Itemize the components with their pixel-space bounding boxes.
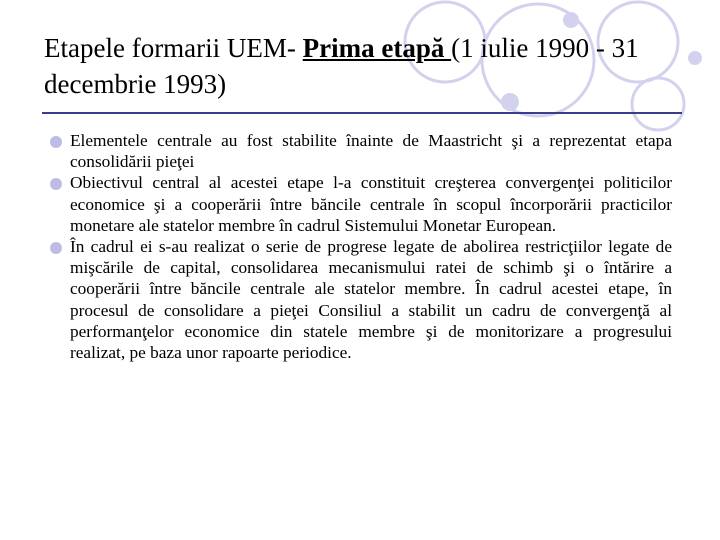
slide-title xyxy=(44,30,644,102)
title-text: Etapele formarii UEM- xyxy=(44,33,303,63)
bullet-dot-icon xyxy=(50,242,62,254)
bullet-dot-icon xyxy=(50,178,62,190)
bullet-item xyxy=(50,172,672,236)
decor-dot xyxy=(688,51,702,65)
bullet-list xyxy=(50,130,672,363)
title-emphasis: Prima etapă xyxy=(302,33,452,63)
bullet-dot-icon xyxy=(50,136,62,148)
title-divider xyxy=(42,112,682,114)
bullet-text: Obiectivul central al acestei etape l-a constituit creşterea convergenţei politicilor economice şi a cooperării între băncile centrale în scopul încorporării practicilor monetare ale statelor membre în cadrul Sistemului Monetar European. xyxy=(70,173,672,235)
decor-dot xyxy=(563,12,579,28)
bullet-text: Elementele centrale au fost stabilite înainte de Maastricht şi a reprezentat etapa consolidării pieţei xyxy=(70,131,672,172)
title-dates: (1 iulie 1990 - 31 decembrie 1993) xyxy=(44,33,639,99)
bullet-text: În cadrul ei s-au realizat o serie de progrese legate de abolirea restricţiilor legate de mişcările de capital, consolidarea mecanismului ratei de schimb şi o întărire a cooperării între băncile centrale ale statelor membre. În cadrul acestei etape, în procesul de consolidare a pieţei Consiliul a stabilit un cadru de convergenţă al performanţelor economice din statele membre şi de monitorizare a progresului realizat, pe baza unor rapoarte periodice. xyxy=(70,237,672,363)
bullet-item xyxy=(50,236,672,363)
bullet-item xyxy=(50,130,672,172)
